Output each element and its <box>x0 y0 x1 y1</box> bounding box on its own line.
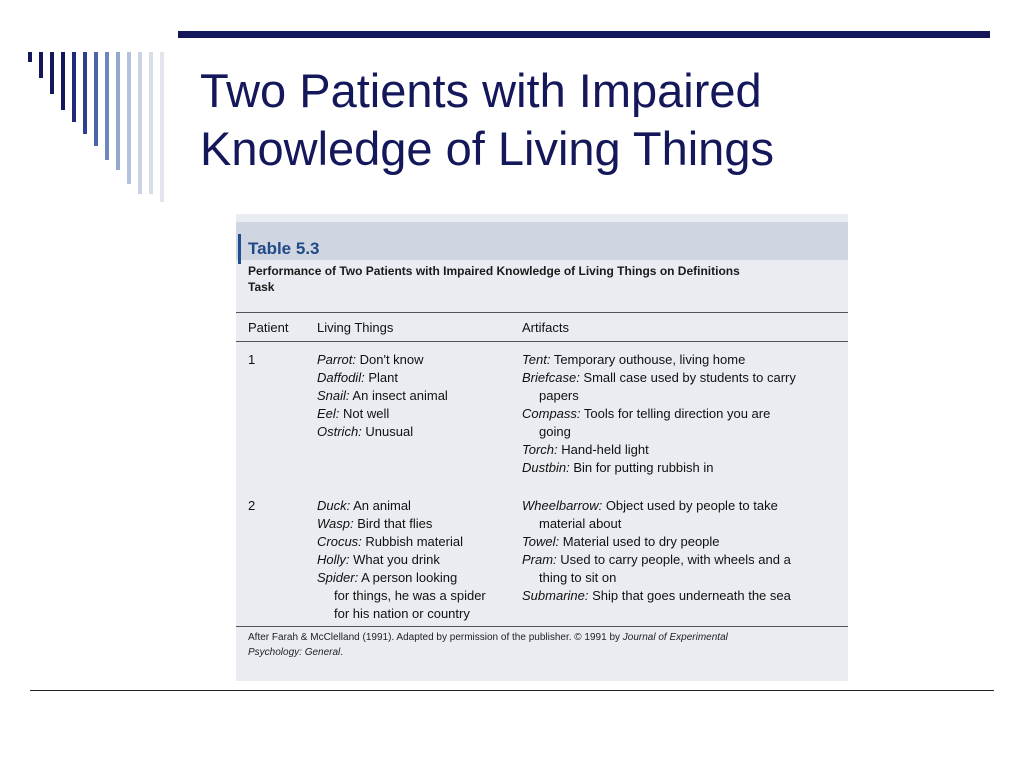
deco-line <box>61 52 65 110</box>
living-entry-continued: for his nation or country <box>334 606 470 621</box>
deco-line <box>138 52 142 194</box>
table-rule-bottom <box>236 626 848 627</box>
deco-line <box>72 52 76 122</box>
table-rule-header <box>236 341 848 342</box>
deco-line <box>28 52 32 62</box>
artifact-entry: Submarine: Ship that goes underneath the sea <box>522 588 791 603</box>
table-caption: Table 5.3 <box>248 239 320 258</box>
artifact-entry: Towel: Material used to dry people <box>522 534 720 549</box>
deco-line <box>39 52 43 78</box>
living-entry: Eel: Not well <box>317 406 390 421</box>
patient-number: 2 <box>248 498 256 513</box>
patient-number: 1 <box>248 352 256 367</box>
living-entry: Duck: An animal <box>317 498 411 513</box>
artifact-entry: Dustbin: Bin for putting rubbish in <box>522 460 714 475</box>
deco-line <box>116 52 120 170</box>
artifact-entry: Compass: Tools for telling direction you are <box>522 406 771 421</box>
artifact-entry: Pram: Used to carry people, with wheels and a <box>522 552 791 567</box>
deco-line <box>50 52 54 94</box>
living-entry: Crocus: Rubbish material <box>317 534 463 549</box>
column-header-patient: Patient <box>248 320 289 335</box>
artifact-entry-continued: going <box>539 424 571 439</box>
living-entry: Spider: A person looking <box>317 570 458 585</box>
living-entry: Holly: What you drink <box>317 552 440 567</box>
deco-line <box>160 52 164 202</box>
living-entry: Parrot: Don't know <box>317 352 424 367</box>
title-line-1: Two Patients with Impaired <box>200 64 762 117</box>
title-line-2: Knowledge of Living Things <box>200 122 774 175</box>
table-figure <box>236 214 848 681</box>
caption-accent-bar <box>238 234 241 264</box>
table-caption-band <box>236 222 848 260</box>
artifact-entry-continued: thing to sit on <box>539 570 617 585</box>
living-entry: Snail: An insect animal <box>317 388 448 403</box>
living-entry: Ostrich: Unusual <box>317 424 414 439</box>
living-entry: Wasp: Bird that flies <box>317 516 433 531</box>
artifact-entry-continued: material about <box>539 516 622 531</box>
table-heading <box>248 263 838 295</box>
column-header-artifacts: Artifacts <box>522 320 569 335</box>
slide-title <box>200 62 1000 178</box>
decorative-vertical-lines <box>0 0 200 220</box>
living-entry: Daffodil: Plant <box>317 370 398 385</box>
deco-line <box>149 52 153 194</box>
artifact-entry: Briefcase: Small case used by students to carry <box>522 370 796 385</box>
top-accent-rule <box>178 31 990 38</box>
table-heading-line-2: Task <box>248 280 275 294</box>
deco-line <box>83 52 87 134</box>
table-rule-top <box>236 312 848 313</box>
living-entry-continued: for things, he was a spider <box>334 588 486 603</box>
deco-line <box>105 52 109 160</box>
artifact-entry: Tent: Temporary outhouse, living home <box>522 352 746 367</box>
artifact-entry: Torch: Hand-held light <box>522 442 649 457</box>
artifact-entry-continued: papers <box>539 388 579 403</box>
deco-line <box>127 52 131 184</box>
column-header-living-things: Living Things <box>317 320 394 335</box>
deco-line <box>94 52 98 146</box>
table-heading-line-1: Performance of Two Patients with Impaired Knowledge of Living Things on Definitions <box>248 264 740 278</box>
table-footnote: After Farah & McClelland (1991). Adapted by permission of the publisher. © 1991 by Journal of Experimental Psychology: General. <box>248 632 728 658</box>
artifact-entry: Wheelbarrow: Object used by people to take <box>522 498 778 513</box>
bottom-rule <box>30 690 994 691</box>
